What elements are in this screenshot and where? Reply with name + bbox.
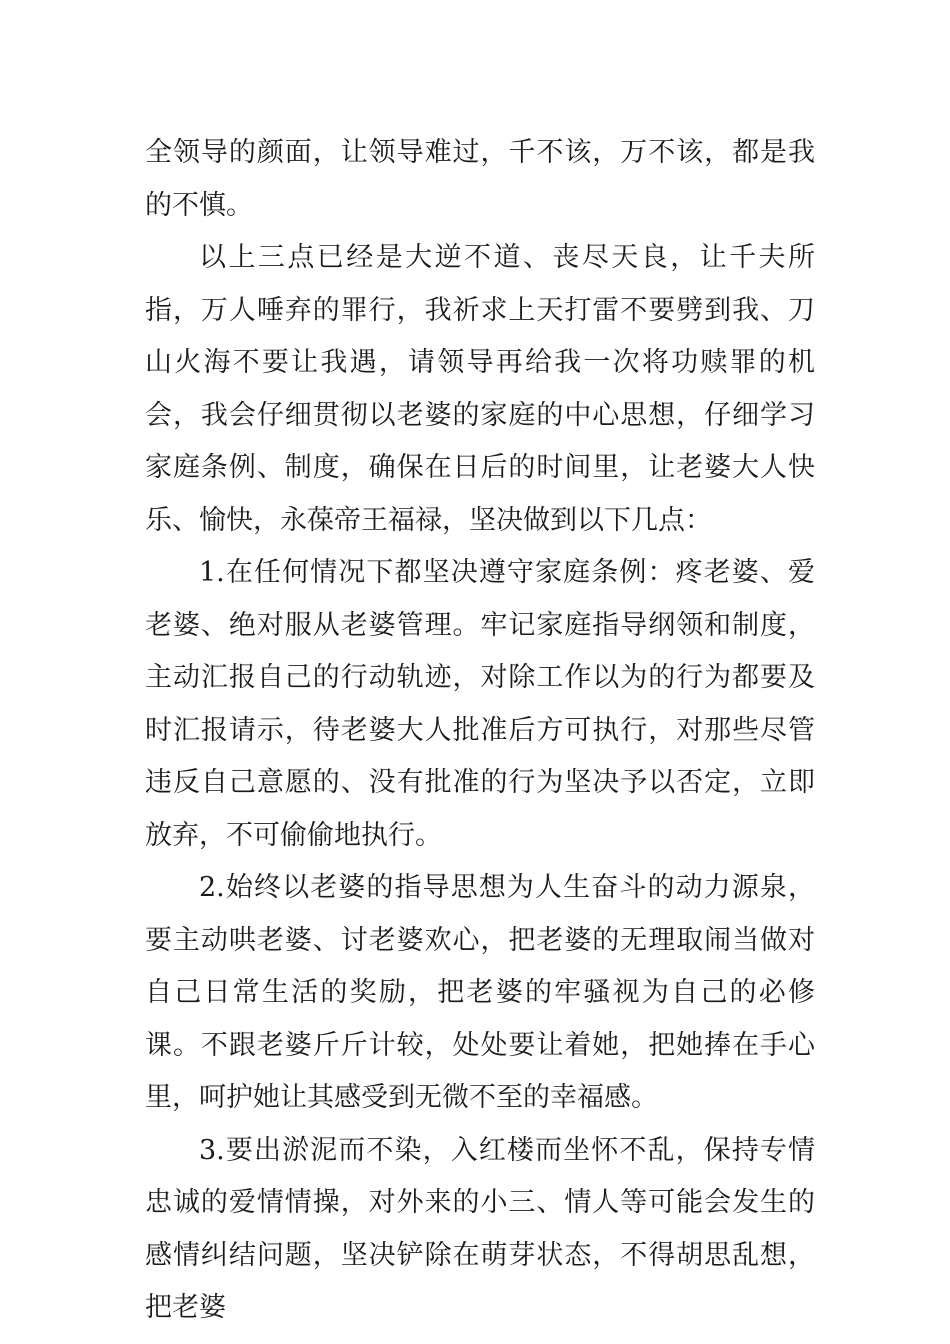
document-body — [145, 127, 815, 1335]
paragraph-1: 全领导的颜面，让领导难过，千不该，万不该，都是我的不慎。 — [145, 137, 815, 221]
paragraph-4: 2.始终以老婆的指导思想为人生奋斗的动力源泉，要主动哄老婆、讨老婆欢心，把老婆的无理取闹当做对自己日常生活的奖励，把老婆的牢骚视为自己的必修课。不跟老婆斤斤计较，处处要让着她，把她捧在手心里，呵护她让其感受到无微不至的幸福感。 — [145, 872, 815, 1113]
paragraph-5: 3.要出淤泥而不染，入红楼而坐怀不乱，保持专情忠诚的爱情情操，对外来的小三、情人等可能会发生的感情纠结问题，坚决铲除在萌芽状态，不得胡思乱想，把老婆 — [145, 1134, 815, 1323]
paragraph-2: 以上三点已经是大逆不道、丧尽天良，让千夫所指，万人唾弃的罪行，我祈求上天打雷不要劈到我、刀山火海不要让我遇，请领导再给我一次将功赎罪的机会，我会仔细贯彻以老婆的家庭的中心思想，仔细学习家庭条例、制度，确保在日后的时间里，让老婆大人快乐、愉快，永葆帝王福禄，坚决做到以下几点： — [145, 242, 815, 536]
paragraph-3: 1.在任何情况下都坚决遵守家庭条例：疼老婆、爱老婆、绝对服从老婆管理。牢记家庭指导纲领和制度，主动汇报自己的行动轨迹，对除工作以为的行为都要及时汇报请示，待老婆大人批准后方可执行，对那些尽管违反自己意愿的、没有批准的行为坚决予以否定，立即放弃，不可偷偷地执行。 — [145, 557, 815, 851]
